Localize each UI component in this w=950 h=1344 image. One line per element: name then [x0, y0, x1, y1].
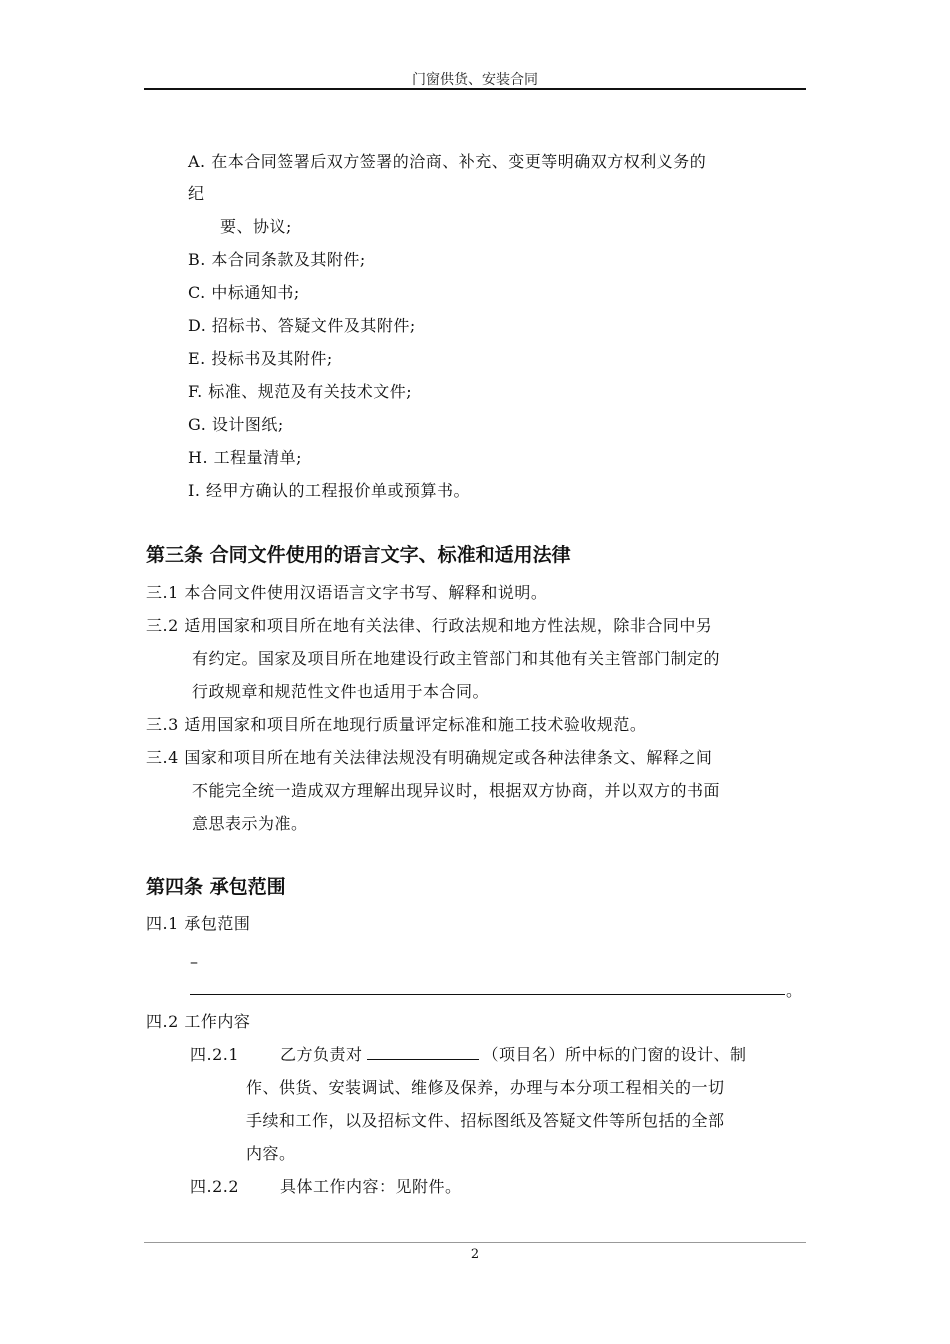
- list-item-wrap: 纪: [188, 184, 205, 203]
- clause-3-2-cont: 行政规章和规范性文件也适用于本合同。: [192, 682, 490, 701]
- clause-4-2-1-text: 乙方负责对: [280, 1045, 363, 1064]
- blank-fill-line: [190, 994, 785, 995]
- list-item: E. 投标书及其附件;: [188, 349, 333, 368]
- footer-rule: [144, 1242, 806, 1243]
- clause-4-2-1-cont: 内容。: [246, 1144, 296, 1163]
- clause-4-2-1-number: 四.2.1: [190, 1045, 240, 1064]
- clause-3-2-cont: 有约定。国家及项目所在地建设行政主管部门和其他有关主管部门制定的: [192, 649, 721, 668]
- clause-3-1: 三.1 本合同文件使用汉语语言文字书写、解释和说明。: [146, 583, 548, 602]
- dash-mark: –: [190, 952, 199, 971]
- list-item: D. 招标书、答疑文件及其附件;: [188, 316, 416, 335]
- clause-3-4: 三.4 国家和项目所在地有关法律法规没有明确规定或各种法律条文、解释之间: [146, 748, 713, 767]
- clause-4-2-1-text: （项目名）所中标的门窗的设计、制: [482, 1045, 747, 1064]
- clause-3-4-cont: 意思表示为准。: [192, 814, 308, 833]
- project-name-blank: [367, 1045, 479, 1060]
- list-item-wrap: 要、协议;: [220, 217, 292, 236]
- clause-4-2-1: [280, 1045, 747, 1065]
- list-item: C. 中标通知书;: [188, 283, 300, 302]
- list-item: B. 本合同条款及其附件;: [188, 250, 366, 269]
- article-4-heading: 第四条 承包范围: [146, 876, 286, 898]
- article-3-heading: 第三条 合同文件使用的语言文字、标准和适用法律: [146, 544, 571, 566]
- list-item: I. 经甲方确认的工程报价单或预算书。: [188, 481, 470, 500]
- page-number: 2: [470, 1247, 480, 1262]
- clause-3-4-cont: 不能完全统一造成双方理解出现异议时，根据双方协商，并以双方的书面: [192, 781, 721, 800]
- list-item: H. 工程量清单;: [188, 448, 303, 467]
- clause-4-2-1-cont: 手续和工作，以及招标文件、招标图纸及答疑文件等所包括的全部: [246, 1111, 725, 1130]
- clause-4-2-1-cont: 作、供货、安装调试、维修及保养，办理与本分项工程相关的一切: [246, 1078, 725, 1097]
- blank-period: 。: [786, 981, 803, 1000]
- list-item: A. 在本合同签署后双方签署的洽商、补充、变更等明确双方权利义务的: [188, 152, 707, 171]
- clause-4-2: 四.2 工作内容: [146, 1012, 251, 1031]
- clause-4-1: 四.1 承包范围: [146, 914, 251, 933]
- list-item: F. 标准、规范及有关技术文件;: [188, 382, 413, 401]
- header-rule: [144, 88, 806, 90]
- header-title: 门窗供货、安装合同: [412, 72, 538, 88]
- clause-4-2-2: 具体工作内容：见附件。: [280, 1177, 462, 1196]
- clause-4-2-2-number: 四.2.2: [190, 1177, 240, 1196]
- clause-3-2: 三.2 适用国家和项目所在地有关法律、行政法规和地方性法规，除非合同中另: [146, 616, 713, 635]
- list-item: G. 设计图纸;: [188, 415, 284, 434]
- clause-3-3: 三.3 适用国家和项目所在地现行质量评定标准和施工技术验收规范。: [146, 715, 647, 734]
